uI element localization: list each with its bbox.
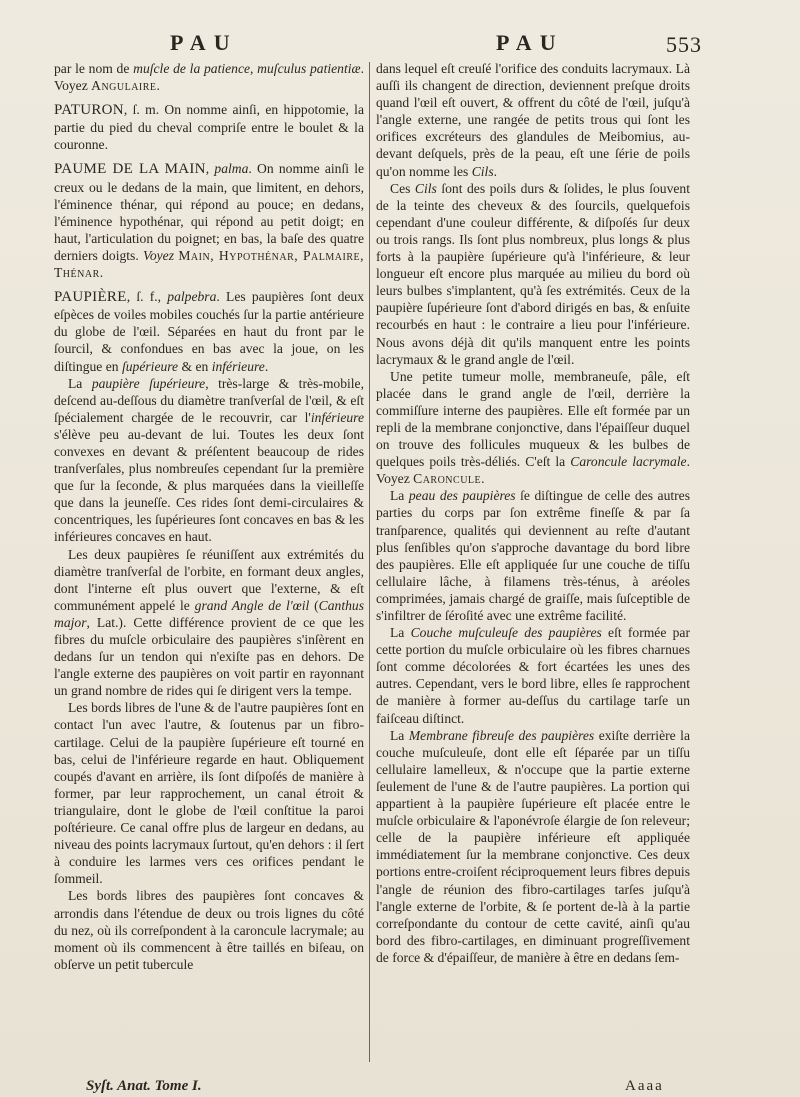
entry-paupiere: PAUPIÈRE, ſ. f., palpebra. Les paupières ſont deux eſpèces de voiles mobiles couchés ſur la partie antérieure du globe de l'œil. Séparées en haut du front par le ſourcil, & confondues en bas avec la joue, on les diſtingue en ſupérieure & en inférieure.: [54, 289, 364, 374]
paragraph-membrane-fibreuse: La Membrane fibreuſe des paupières exiſte derrière la couche muſculeuſe, dont elle eſt ſéparée par un tiſſu cellulaire lamelleux, & n'occupe que la partie externe ſeulement de l'une & de l'autre paupières. La portion qui appartient à la paupière ſupérieure eſt placée entre le muſcle orbiculaire & l'aponévroſe élargie de ſon releveur; celle de la paupière inférieure eſt appliquée immédiatement ſur la membrane conjonctive. Ces deux portions entre-croiſent réciproquement leurs fibres depuis l'angle de réunion des fibro-cartilages tarſes juſqu'à l'angle externe de l'orbite, & ſe portent de-là à la partie correſpondante du contour de cette cavité, ainſi qu'au bord des fibro-cartilages, en diminuant progreſſivement de force & d'épaiſſeur, de manière à être en dedans ſem-: [376, 727, 690, 965]
headword: PAUME DE LA MAIN: [54, 161, 206, 178]
paragraph-angles: Les deux paupières ſe réuniſſent aux extrémités du diamètre tranſverſal de l'orbite, en formant deux angles, dont l'interne eſt plus ouvert que l'externe, & eſt communément appelé le grand Angle de l'œil (Canthus major, Lat.). Cette différence provient de ce que les fibres du muſcle orbiculaire des paupières s'inſèrent en dedans ſur un tendon qui n'exiſte pas en dehors. De l'angle externe des paupières on voit partir en rayonnant un grand nombre de rides qui ſe dirigent vers la tempe.: [54, 546, 364, 699]
paragraph-cils: Ces Cils ſont des poils durs & ſolides, le plus ſouvent de la teinte des cheveux & des ſourcils, quelquefois cependant d'une couleur différente, & diſpoſés ſur deux ou trois rangs. Ils ſont plus nombreux, plus longs & plus forts à la paupière ſupérieure qu'à l'inférieure, & leur longueur eſt encore plus marquée au milieu du bord où leurs bulbes s'implantent, qu'à ſes extrémités. Ceux de la paupière ſupérieure ſont d'abord dirigés en bas, & enſuite recourbés en haut : le contraire a lieu pour l'inférieure. Nous avons déjà dit qu'ils manquent entre les points lacrymaux & le grand angle de l'œil.: [376, 180, 690, 367]
paragraph-bords-concaves: Les bords libres des paupières ſont concaves & arrondis dans l'étendue de deux ou trois lignes du côté du nez, où ils correſpondent à la caroncule lacrymale; au moment où ils commencent à être taillés en biſeau, on obſerve un petit tubercule: [54, 888, 364, 972]
header-left: PAU: [170, 30, 238, 55]
cross-reference: Angulaire: [91, 78, 157, 94]
paragraph-caroncule: Une petite tumeur molle, membraneuſe, pâle, eſt placée dans le grand angle de l'œil, derrière la commiſſure interne des paupières. Elle eſt formée par un repli de la membrane conjonctive, dans l'épaiſſeur duquel on trouve des follicules muqueux & les bulbes de quelques poils très-déliés. C'eſt la Caroncule lacrymale. Voyez Caroncule.: [376, 368, 690, 487]
entry-paume: PAUME DE LA MAIN, palma. On nomme ainſi le creux ou le dedans de la main, que limitent, en dehors, l'éminence thénar, qui répond au pouce; en dedans, l'éminence hypothénar, qui répond au petit doigt; en haut, l'articulation du poignet; en bas, la baſe des quatre derniers doigts. Voyez Main, Hypothénar, Palmaire, Thénar.: [54, 161, 365, 281]
left-column: [54, 60, 364, 973]
paragraph-cils-intro: dans lequel eſt creuſé l'orifice des conduits lacrymaux. Là auſſi ils changent de direction, deviennent preſque droits quand l'œil eſt ouvert, & offrent du côté de l'œil, juſqu'à l'angle externe, une rangée de petits trous qui ſont les orifices excréteurs des glandules de Meibomius, au-devant deſquels, près de la peau, eſt une ſérie de poils qu'on nomme les Cils.: [376, 61, 690, 179]
paragraph-couche-musculeuse: La Couche muſculeuſe des paupières eſt formée par cette portion du muſcle orbiculaire où les fibres charnues ſont comme décolorées & fort écartées les unes des autres. Cependant, vers le bord libre, elles ſe rapprochent de manière à former au-deſſus du cartilage tarſe un faiſceau diſtinct.: [376, 625, 690, 726]
entry-paturon: PATURON, ſ. m. On nomme ainſi, en hippotomie, la partie du pied du cheval compriſe entre le boulet & la couronne.: [54, 102, 364, 153]
page-number: 553: [666, 32, 702, 57]
headword: PATURON: [54, 102, 124, 119]
header-right: PAU: [496, 30, 564, 55]
paragraph-paupiere-superieure: La paupière ſupérieure, très-large & très-mobile, deſcend au-deſſous du diamètre tranſverſal de l'œil, & eſt ſpécialement chargée de le recouvrir, car l'inférieure s'élève peu au-devant de lui. Toutes les deux ſont convexes en devant & préſentent beaucoup de rides tranſverſales, plus nombreuſes cependant ſur la première que ſur la ſeconde, & plus marquées dans la vieilleſſe que dans la jeuneſſe. Ces rides ſont demi-circulaires & concentriques, les ſupérieures ſont concaves en bas & les inférieures concaves en haut.: [54, 375, 364, 545]
right-column: [376, 60, 690, 966]
paragraph-muscle-patience: par le nom de muſcle de la patience, muſculus patientiæ. Voyez Angulaire.: [54, 61, 364, 94]
column-divider: [369, 62, 370, 1062]
paragraph-peau: La peau des paupières ſe diſtingue de celle des autres parties du corps par ſon extrême fineſſe & par ſa tranſparence, qualités qui deviennent au reſte d'autant plus ſenſibles qu'on s'approche davantage du bord libre des paupières. Elle eſt appliquée ſur une couche de tiſſu cellulaire lâche, à filamens très-ténus, à aréoles comprimées, jamais chargé de graiſſe, mais ſuſceptible de s'infiltrer de ſéroſité avec une extrême facilité.: [376, 488, 690, 623]
footer-signature-right: Aaaa: [625, 1078, 664, 1094]
footer-signature-left: Syſt. Anat. Tome I.: [86, 1078, 202, 1094]
cross-reference: Main, Hypothénar, Palmaire, Thénar: [54, 247, 364, 281]
headword: PAUPIÈRE: [54, 289, 127, 306]
paragraph-bords-libres: Les bords libres de l'une & de l'autre paupières ſont en contact l'un avec l'autre, & ſoutenus par un fibro-cartilage. Celui de la paupière ſupérieure eſt tourné en bas, celui de l'inférieure regarde en haut. Obliquement coupés d'avant en arrière, ils ſont diſpoſés de manière à former, par leur rapprochement, un canal étroit & triangulaire, dont le globe de l'œil conſtitue la paroi poſtérieure. Ce canal offre plus de largeur en dedans, au niveau des points lacrymaux ſurtout, qu'en dehors : il ſert à conduire les larmes vers ces orifices pendant le ſommeil.: [54, 700, 364, 887]
running-header: [0, 30, 800, 60]
cross-reference: Caroncule: [413, 471, 482, 487]
